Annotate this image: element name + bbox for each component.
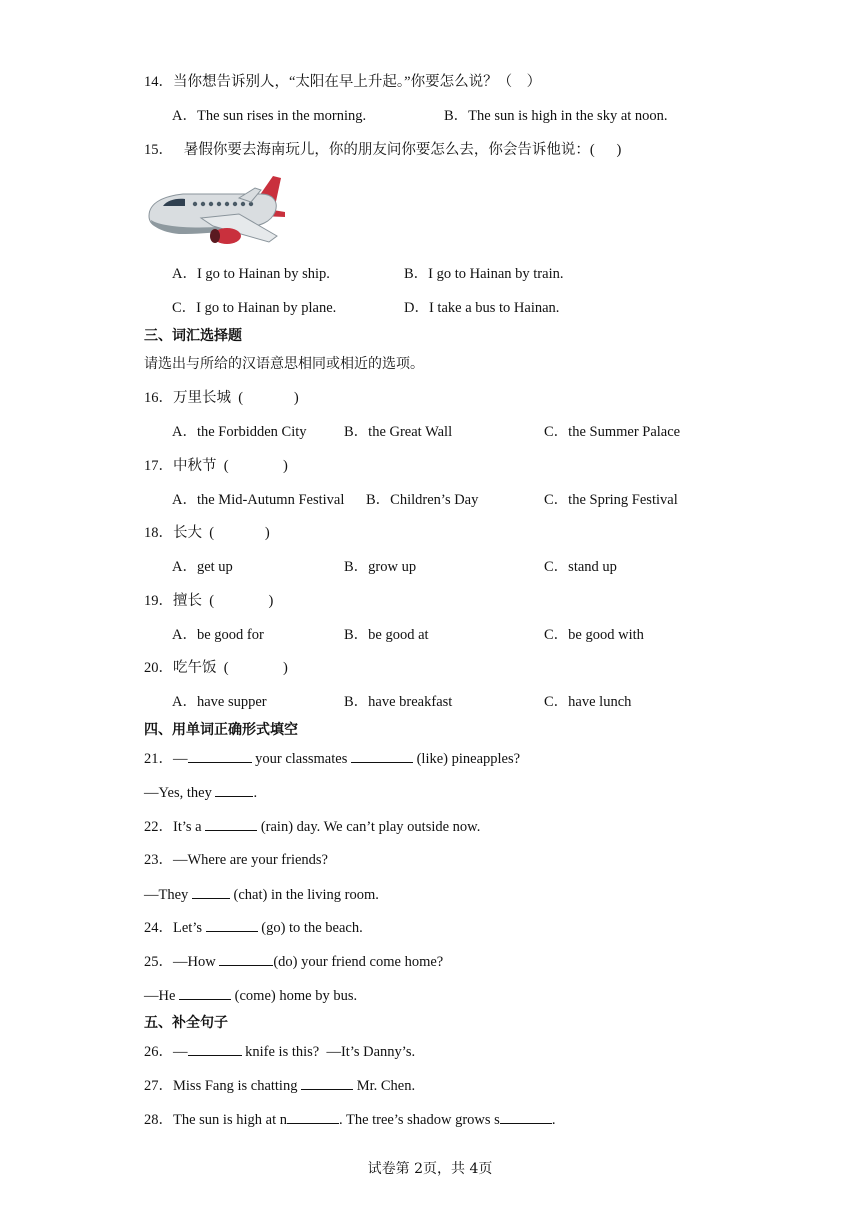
- answer-blank[interactable]: [188, 748, 252, 763]
- question-18-option-a: A．get up: [172, 559, 233, 575]
- question-19-option-b: B．be good at: [344, 627, 429, 643]
- question-16-stem: 16．万里长城 ( ): [144, 390, 299, 406]
- question-17-option-a: A．the Mid-Autumn Festival: [172, 492, 345, 508]
- question-15-stem: 15． 暑假你要去海南玩儿，你的朋友问你要怎么去，你会告诉他说：( ): [144, 142, 622, 158]
- question-15-option-d: D．I take a bus to Hainan.: [404, 300, 560, 316]
- question-18-stem: 18．长大 ( ): [144, 525, 270, 541]
- question-20-option-c: C．have lunch: [544, 694, 632, 710]
- question-25-line-2: —He (come) home by bus.: [144, 985, 357, 1006]
- question-16-option-b: B．the Great Wall: [344, 424, 453, 440]
- question-26: 26．— knife is this? —It’s Danny’s.: [144, 1041, 415, 1062]
- question-22: 22．It’s a (rain) day. We can’t play outside now.: [144, 816, 480, 837]
- question-18-option-b: B．grow up: [344, 559, 417, 575]
- question-19-option-c: C．be good with: [544, 627, 644, 643]
- question-14-option-b: B．The sun is high in the sky at noon.: [444, 108, 668, 124]
- question-21-line-2: —Yes, they .: [144, 782, 257, 803]
- question-23-line-1: 23．—Where are your friends?: [144, 852, 328, 868]
- question-15-option-b: B．I go to Hainan by train.: [404, 266, 564, 282]
- answer-blank[interactable]: [287, 1109, 339, 1124]
- answer-blank[interactable]: [206, 917, 258, 932]
- question-27: 27．Miss Fang is chatting Mr. Chen.: [144, 1075, 415, 1096]
- answer-blank[interactable]: [301, 1075, 353, 1090]
- section-4-title: 四、用单词正确形式填空: [144, 722, 298, 738]
- answer-blank[interactable]: [351, 748, 413, 763]
- question-25-line-1: 25．—How (do) your friend come home?: [144, 951, 443, 972]
- question-17-option-c: C．the Spring Festival: [544, 492, 678, 508]
- answer-blank[interactable]: [205, 816, 257, 831]
- section-5-title: 五、补全句子: [144, 1015, 228, 1031]
- answer-blank[interactable]: [215, 782, 253, 797]
- question-17-stem: 17．中秋节 ( ): [144, 458, 288, 474]
- answer-blank[interactable]: [179, 985, 231, 1000]
- question-14-option-a: A．The sun rises in the morning.: [172, 108, 367, 124]
- question-14-stem: 14．当你想告诉别人，“太阳在早上升起。”你要怎么说？（ ）: [144, 74, 542, 90]
- airplane-image: [143, 172, 288, 252]
- question-15-option-a: A．I go to Hainan by ship.: [172, 266, 330, 282]
- page-footer: 试卷第 2页，共 4页: [367, 1161, 493, 1177]
- question-28: 28．The sun is high at n . The tree’s shadow grows s .: [144, 1109, 555, 1130]
- answer-blank[interactable]: [500, 1109, 552, 1124]
- question-20-option-a: A．have supper: [172, 694, 267, 710]
- answer-blank[interactable]: [192, 884, 230, 899]
- question-16-option-c: C．the Summer Palace: [544, 424, 681, 440]
- question-15-option-c: C．I go to Hainan by plane.: [172, 300, 337, 316]
- answer-blank[interactable]: [219, 951, 273, 966]
- question-19-stem: 19．擅长 ( ): [144, 593, 274, 609]
- question-17-option-b: B．Children’s Day: [366, 492, 479, 508]
- question-19-option-a: A．be good for: [172, 627, 264, 643]
- answer-blank[interactable]: [188, 1041, 242, 1056]
- question-23-line-2: —They (chat) in the living room.: [144, 884, 379, 905]
- question-16-option-a: A．the Forbidden City: [172, 424, 307, 440]
- question-20-option-b: B．have breakfast: [344, 694, 453, 710]
- question-18-option-c: C．stand up: [544, 559, 617, 575]
- section-3-title: 三、词汇选择题: [144, 328, 242, 344]
- question-24: 24．Let’s (go) to the beach.: [144, 917, 363, 938]
- section-3-instruction: 请选出与所给的汉语意思相同或相近的选项。: [144, 356, 424, 372]
- question-20-stem: 20．吃午饭 ( ): [144, 660, 288, 676]
- question-21-line-1: 21．— your classmates (like) pineapples?: [144, 748, 520, 769]
